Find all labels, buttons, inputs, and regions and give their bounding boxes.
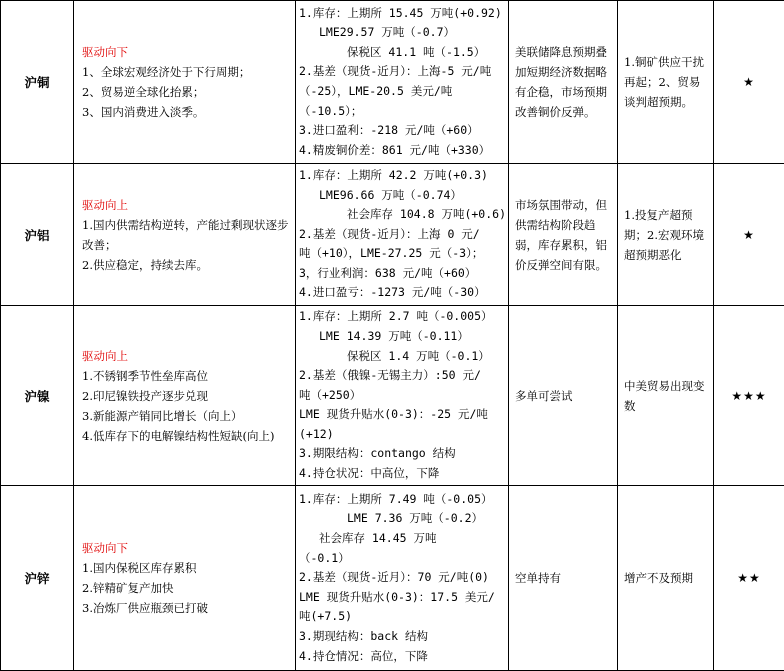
driver-item: 3.冶炼厂供应瓶颈已打破 — [82, 598, 291, 618]
table-row — [1, 1, 784, 164]
data-line: LME 7.36 万吨（-0.2） — [299, 509, 505, 529]
data-cell — [296, 486, 509, 671]
driver-item: 3.新能源产销同比增长（向上） — [82, 406, 291, 426]
data-line: LME 现货升贴水(0-3)：17.5 美元/ — [299, 588, 505, 608]
view-cell: 多单可尝试 — [509, 306, 618, 486]
risk-cell: 增产不及预期 — [618, 486, 714, 671]
data-line: 1.库存：上期所 15.45 万吨(+0.92) — [299, 4, 505, 24]
risk-cell: 1.铜矿供应干扰再起；2、贸易谈判超预期。 — [618, 1, 714, 164]
data-line: 2.基差（俄镍-无锡主力）:50 元/ — [299, 366, 505, 386]
data-line: 4.进口盈亏：-1273 元/吨（-30） — [299, 283, 505, 303]
data-line: 3.期现结构：back 结构 — [299, 627, 505, 647]
data-line: 保税区 41.1 吨（-1.5） — [299, 43, 505, 63]
driver-item: 2、贸易逆全球化抬累； — [82, 82, 291, 102]
data-line: 保税区 1.4 万吨（-0.1） — [299, 347, 505, 367]
data-line: 4.精废铜价差：861 元/吨（+330） — [299, 141, 505, 161]
data-line: 1.库存：上期所 7.49 吨（-0.05） — [299, 490, 505, 510]
view-cell: 市场氛围带动，但供需结构阶段趋弱，库存累积，铝价反弹空间有限。 — [509, 164, 618, 306]
data-line: LME 现货升贴水(0-3)：-25 元/吨 — [299, 405, 505, 425]
metal-name: 沪镍 — [1, 306, 74, 486]
data-line: （-10.5）； — [299, 102, 505, 122]
driver-cell — [74, 486, 296, 671]
table-row — [1, 486, 784, 671]
driver-cell — [74, 1, 296, 164]
driver-direction: 驱动向下 — [82, 42, 291, 62]
driver-item: 3、国内消费进入淡季。 — [82, 102, 291, 122]
data-line: 吨(+7.5) — [299, 607, 505, 627]
star-rating: ★ — [714, 164, 784, 306]
view-cell: 美联储降息预期叠加短期经济数据略有企稳，市场预期改善铜价反弹。 — [509, 1, 618, 164]
data-line: 社会库存 14.45 万吨 — [299, 529, 505, 549]
data-line: 2.基差（现货-近月）：上海 0 元/ — [299, 225, 505, 245]
data-line: 1.库存：上期所 2.7 吨（-0.005） — [299, 307, 505, 327]
metal-name: 沪锌 — [1, 486, 74, 671]
star-rating: ★★ — [714, 486, 784, 671]
driver-item: 1、全球宏观经济处于下行周期； — [82, 62, 291, 82]
risk-cell: 1.投复产超预期；2.宏观环境超预期恶化 — [618, 164, 714, 306]
driver-item: 2.锌精矿复产加快 — [82, 578, 291, 598]
risk-cell: 中美贸易出现变数 — [618, 306, 714, 486]
data-line: 吨（+250） — [299, 386, 505, 406]
data-cell — [296, 164, 509, 306]
data-line: 1.库存：上期所 42.2 万吨(+0.3) — [299, 166, 505, 186]
driver-direction: 驱动向上 — [82, 195, 291, 215]
data-line: 3.期限结构：contango 结构 — [299, 444, 505, 464]
data-line: LME96.66 万吨（-0.74） — [299, 186, 505, 206]
table-row — [1, 306, 784, 486]
data-line: (+12) — [299, 425, 505, 445]
star-rating: ★★★ — [714, 306, 784, 486]
driver-item: 2.印尼镍铁投产逐步兑现 — [82, 386, 291, 406]
data-line: 吨（+10），LME-27.25 元（-3）； — [299, 244, 505, 264]
star-rating: ★ — [714, 1, 784, 164]
driver-direction: 驱动向上 — [82, 346, 291, 366]
data-line: LME29.57 万吨（-0.7） — [299, 23, 505, 43]
data-cell — [296, 1, 509, 164]
driver-item: 1.国内保税区库存累积 — [82, 558, 291, 578]
data-line: 2.基差（现货-近月）：70 元/吨(0) — [299, 568, 505, 588]
data-cell — [296, 306, 509, 486]
metal-name: 沪铜 — [1, 1, 74, 164]
driver-item: 1.不锈钢季节性垒库高位 — [82, 366, 291, 386]
driver-item: 1.国内供需结构逆转，产能过剩现状逐步改善； — [82, 215, 291, 255]
data-line: （-0.1） — [299, 549, 505, 569]
table-row — [1, 164, 784, 306]
data-line: 4.持仓情况：高位，下降 — [299, 647, 505, 667]
driver-direction: 驱动向下 — [82, 538, 291, 558]
data-line: 3.进口盈利：-218 元/吨（+60） — [299, 121, 505, 141]
data-line: 社会库存 104.8 万吨(+0.6) — [299, 205, 505, 225]
view-cell: 空单持有 — [509, 486, 618, 671]
data-line: LME 14.39 万吨（-0.11） — [299, 327, 505, 347]
data-line: 4.持仓状况：中高位，下降 — [299, 464, 505, 484]
data-line: 3，行业利润：638 元/吨（+60） — [299, 264, 505, 284]
driver-item: 2.供应稳定，持续去库。 — [82, 255, 291, 275]
driver-item: 4.低库存下的电解镍结构性短缺(向上) — [82, 426, 291, 446]
data-line: （-25），LME-20.5 美元/吨 — [299, 82, 505, 102]
driver-cell — [74, 306, 296, 486]
data-line: 2.基差（现货-近月）：上海-5 元/吨 — [299, 62, 505, 82]
metal-name: 沪铝 — [1, 164, 74, 306]
driver-cell — [74, 164, 296, 306]
